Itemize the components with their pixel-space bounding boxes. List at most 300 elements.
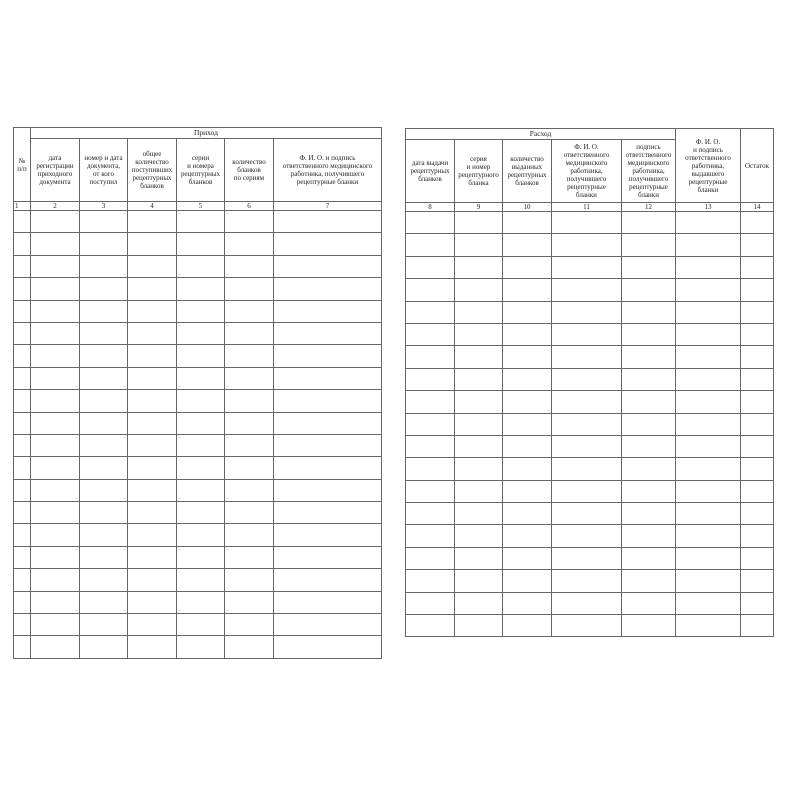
- col-number: 10: [503, 203, 552, 212]
- table-cell: [676, 323, 741, 345]
- table-cell: [14, 524, 31, 546]
- table-cell: [80, 367, 128, 389]
- table-cell: [177, 300, 225, 322]
- table-cell: [225, 390, 274, 412]
- table-cell: [128, 278, 177, 300]
- table-cell: [31, 502, 80, 524]
- col-number: 6: [225, 202, 274, 211]
- table-cell: [177, 255, 225, 277]
- table-cell: [622, 346, 676, 368]
- table-cell: [274, 255, 382, 277]
- table-cell: [455, 615, 503, 637]
- table-cell: [177, 278, 225, 300]
- col-header-8: дата выдачи рецептурных бланков: [406, 140, 455, 203]
- table-cell: [676, 592, 741, 614]
- table-cell: [741, 301, 774, 323]
- table-cell: [741, 368, 774, 390]
- table-cell: [128, 636, 177, 658]
- table-cell: [622, 615, 676, 637]
- table-cell: [14, 546, 31, 568]
- table-cell: [31, 614, 80, 636]
- table-cell: [128, 412, 177, 434]
- table-cell: [455, 435, 503, 457]
- table-cell: [274, 211, 382, 233]
- table-cell: [741, 503, 774, 525]
- col-number: 7: [274, 202, 382, 211]
- table-cell: [31, 255, 80, 277]
- table-cell: [177, 211, 225, 233]
- table-cell: [455, 458, 503, 480]
- col-header-2: дата регистрации приходного документа: [31, 139, 80, 202]
- table-row: [406, 234, 774, 256]
- table-cell: [552, 547, 622, 569]
- table-cell: [503, 458, 552, 480]
- table-row: [406, 279, 774, 301]
- col-number: 5: [177, 202, 225, 211]
- table-cell: [406, 615, 455, 637]
- table-cell: [225, 591, 274, 613]
- table-cell: [31, 479, 80, 501]
- section-title-outgoing: Расход: [406, 129, 676, 140]
- table-cell: [225, 502, 274, 524]
- table-cell: [31, 636, 80, 658]
- table-cell: [455, 279, 503, 301]
- table-cell: [31, 546, 80, 568]
- table-cell: [225, 211, 274, 233]
- table-cell: [455, 503, 503, 525]
- table-cell: [552, 256, 622, 278]
- table-cell: [31, 345, 80, 367]
- table-cell: [177, 614, 225, 636]
- table-cell: [741, 547, 774, 569]
- table-cell: [676, 547, 741, 569]
- table-cell: [455, 391, 503, 413]
- table-cell: [676, 391, 741, 413]
- table-cell: [14, 569, 31, 591]
- table-cell: [274, 367, 382, 389]
- table-cell: [622, 413, 676, 435]
- table-cell: [406, 547, 455, 569]
- table-cell: [128, 367, 177, 389]
- table-cell: [177, 524, 225, 546]
- table-cell: [14, 300, 31, 322]
- table-cell: [741, 435, 774, 457]
- table-cell: [128, 457, 177, 479]
- table-cell: [274, 569, 382, 591]
- table-cell: [503, 570, 552, 592]
- table-row: [406, 323, 774, 345]
- table-cell: [225, 300, 274, 322]
- table-cell: [274, 614, 382, 636]
- table-row: [14, 457, 382, 479]
- table-cell: [455, 301, 503, 323]
- table-cell: [274, 345, 382, 367]
- table-cell: [503, 256, 552, 278]
- table-row: [406, 547, 774, 569]
- table-cell: [177, 591, 225, 613]
- table-cell: [80, 479, 128, 501]
- table-cell: [622, 503, 676, 525]
- table-cell: [31, 524, 80, 546]
- table-cell: [552, 368, 622, 390]
- table-cell: [676, 503, 741, 525]
- table-cell: [503, 234, 552, 256]
- table-cell: [225, 255, 274, 277]
- table-cell: [80, 211, 128, 233]
- table-cell: [503, 391, 552, 413]
- table-cell: [552, 503, 622, 525]
- table-cell: [128, 502, 177, 524]
- col-number: 3: [80, 202, 128, 211]
- table-cell: [225, 569, 274, 591]
- table-cell: [622, 279, 676, 301]
- table-cell: [676, 435, 741, 457]
- col-header-13: Ф. И. О. и подпись ответственного работника, выдавшего рецептурные бланки: [676, 129, 741, 203]
- table-cell: [177, 569, 225, 591]
- table-row: [14, 614, 382, 636]
- table-cell: [406, 279, 455, 301]
- table-cell: [31, 233, 80, 255]
- table-cell: [406, 391, 455, 413]
- col-header-5: серии и номера рецептурных бланков: [177, 139, 225, 202]
- table-cell: [128, 233, 177, 255]
- table-cell: [80, 546, 128, 568]
- table-cell: [503, 592, 552, 614]
- table-cell: [177, 502, 225, 524]
- table-row: [14, 636, 382, 658]
- table-cell: [128, 546, 177, 568]
- col-header-10: количество выданных рецептурных бланков: [503, 140, 552, 203]
- table-cell: [80, 233, 128, 255]
- table-cell: [274, 300, 382, 322]
- table-cell: [622, 480, 676, 502]
- col-header-3: номер и дата документа, от кого поступил: [80, 139, 128, 202]
- table-cell: [177, 367, 225, 389]
- table-cell: [455, 234, 503, 256]
- table-row: [14, 211, 382, 233]
- table-cell: [14, 412, 31, 434]
- table-cell: [406, 301, 455, 323]
- col-header-11: Ф. И. О. ответственного медицинского работника, получившего рецептурные бланки: [552, 140, 622, 203]
- table-cell: [552, 301, 622, 323]
- table-cell: [225, 614, 274, 636]
- table-cell: [622, 458, 676, 480]
- table-cell: [503, 547, 552, 569]
- table-cell: [225, 434, 274, 456]
- col-header-12: подпись ответственного медицинского работника, получившего рецептурные бланки: [622, 140, 676, 203]
- table-cell: [406, 458, 455, 480]
- table-cell: [128, 211, 177, 233]
- table-cell: [274, 591, 382, 613]
- table-cell: [177, 233, 225, 255]
- table-cell: [177, 434, 225, 456]
- table-cell: [31, 367, 80, 389]
- table-cell: [128, 434, 177, 456]
- table-cell: [225, 457, 274, 479]
- table-cell: [225, 322, 274, 344]
- table-cell: [406, 480, 455, 502]
- table-row: [406, 592, 774, 614]
- table-cell: [741, 279, 774, 301]
- table-row: [406, 301, 774, 323]
- table-cell: [552, 279, 622, 301]
- table-cell: [128, 591, 177, 613]
- table-cell: [274, 322, 382, 344]
- table-cell: [14, 390, 31, 412]
- table-cell: [406, 212, 455, 234]
- table-cell: [80, 412, 128, 434]
- table-cell: [552, 234, 622, 256]
- table-cell: [455, 592, 503, 614]
- table-row: [14, 233, 382, 255]
- col-header-14: Остаток: [741, 129, 774, 203]
- table-cell: [225, 233, 274, 255]
- table-cell: [14, 278, 31, 300]
- table-cell: [741, 346, 774, 368]
- table-row: [406, 256, 774, 278]
- table-cell: [14, 322, 31, 344]
- table-cell: [31, 457, 80, 479]
- table-cell: [552, 570, 622, 592]
- table-cell: [622, 301, 676, 323]
- table-cell: [455, 212, 503, 234]
- table-cell: [31, 278, 80, 300]
- table-cell: [622, 435, 676, 457]
- table-cell: [406, 413, 455, 435]
- table-cell: [406, 346, 455, 368]
- table-cell: [406, 368, 455, 390]
- table-cell: [31, 412, 80, 434]
- table-cell: [177, 412, 225, 434]
- table-row: [406, 346, 774, 368]
- table-cell: [274, 546, 382, 568]
- table-cell: [741, 323, 774, 345]
- table-cell: [676, 256, 741, 278]
- table-cell: [455, 570, 503, 592]
- table-cell: [676, 525, 741, 547]
- table-row: [14, 390, 382, 412]
- table-cell: [14, 434, 31, 456]
- table-cell: [80, 614, 128, 636]
- table-cell: [80, 457, 128, 479]
- table-cell: [552, 458, 622, 480]
- table-row: [14, 479, 382, 501]
- table-cell: [622, 570, 676, 592]
- table-row: [14, 300, 382, 322]
- table-cell: [676, 346, 741, 368]
- table-cell: [676, 279, 741, 301]
- table-cell: [622, 525, 676, 547]
- table-cell: [455, 525, 503, 547]
- table-cell: [503, 413, 552, 435]
- table-cell: [455, 480, 503, 502]
- table-cell: [128, 322, 177, 344]
- table-row: [14, 434, 382, 456]
- table-cell: [177, 546, 225, 568]
- table-cell: [80, 345, 128, 367]
- table-cell: [128, 479, 177, 501]
- table-row: [14, 546, 382, 568]
- table-cell: [741, 615, 774, 637]
- table-cell: [274, 390, 382, 412]
- table-cell: [80, 502, 128, 524]
- table-cell: [503, 279, 552, 301]
- table-cell: [128, 524, 177, 546]
- table-cell: [503, 480, 552, 502]
- table-row: [14, 367, 382, 389]
- table-cell: [274, 412, 382, 434]
- table-cell: [177, 322, 225, 344]
- table-cell: [676, 413, 741, 435]
- table-cell: [406, 570, 455, 592]
- col-number: 12: [622, 203, 676, 212]
- table-cell: [406, 256, 455, 278]
- table-cell: [80, 390, 128, 412]
- table-row: [406, 435, 774, 457]
- table-cell: [128, 390, 177, 412]
- incoming-register-table: [13, 127, 382, 659]
- table-row: [406, 413, 774, 435]
- table-cell: [274, 457, 382, 479]
- table-cell: [177, 390, 225, 412]
- table-cell: [14, 345, 31, 367]
- table-cell: [225, 546, 274, 568]
- table-cell: [503, 301, 552, 323]
- col-number: 9: [455, 203, 503, 212]
- table-cell: [552, 212, 622, 234]
- table-cell: [225, 524, 274, 546]
- col-number: 14: [741, 203, 774, 212]
- table-cell: [741, 212, 774, 234]
- table-cell: [406, 592, 455, 614]
- table-cell: [14, 211, 31, 233]
- table-cell: [622, 256, 676, 278]
- table-cell: [14, 479, 31, 501]
- table-cell: [80, 278, 128, 300]
- table-cell: [741, 525, 774, 547]
- table-cell: [177, 479, 225, 501]
- table-row: [14, 524, 382, 546]
- table-cell: [31, 434, 80, 456]
- table-row: [14, 569, 382, 591]
- table-cell: [274, 434, 382, 456]
- col-number: 13: [676, 203, 741, 212]
- table-cell: [552, 480, 622, 502]
- table-cell: [552, 413, 622, 435]
- table-cell: [503, 368, 552, 390]
- col-header-9: серия и номер рецептурного бланка: [455, 140, 503, 203]
- table-cell: [741, 256, 774, 278]
- table-cell: [552, 615, 622, 637]
- table-cell: [676, 615, 741, 637]
- incoming-rows: [14, 211, 382, 659]
- table-cell: [14, 367, 31, 389]
- column-numbers-row: [14, 202, 382, 211]
- col-header-6: количество бланков по сериям: [225, 139, 274, 202]
- table-cell: [676, 368, 741, 390]
- table-cell: [274, 524, 382, 546]
- table-cell: [455, 346, 503, 368]
- table-cell: [225, 367, 274, 389]
- table-cell: [503, 615, 552, 637]
- col-header-4: общее количество поступивших рецептурных бланков: [128, 139, 177, 202]
- table-cell: [455, 413, 503, 435]
- table-cell: [14, 636, 31, 658]
- table-cell: [225, 278, 274, 300]
- table-cell: [676, 458, 741, 480]
- table-cell: [225, 345, 274, 367]
- table-cell: [406, 503, 455, 525]
- table-row: [14, 255, 382, 277]
- table-row: [406, 368, 774, 390]
- table-cell: [741, 413, 774, 435]
- table-cell: [274, 636, 382, 658]
- col-number: 1: [14, 202, 31, 211]
- col-number: 11: [552, 203, 622, 212]
- col-header-7: Ф. И. О. и подпись ответственного медицинского работника, получившего рецептурные бланки: [274, 139, 382, 202]
- table-row: [14, 412, 382, 434]
- table-cell: [31, 591, 80, 613]
- table-cell: [676, 480, 741, 502]
- table-cell: [622, 391, 676, 413]
- table-row: [14, 322, 382, 344]
- table-cell: [741, 458, 774, 480]
- table-cell: [225, 479, 274, 501]
- table-cell: [31, 322, 80, 344]
- table-row: [406, 570, 774, 592]
- table-cell: [741, 391, 774, 413]
- table-cell: [225, 412, 274, 434]
- table-cell: [80, 569, 128, 591]
- table-cell: [177, 457, 225, 479]
- col-header-1: № п/п: [14, 128, 31, 202]
- table-cell: [80, 322, 128, 344]
- table-cell: [274, 278, 382, 300]
- table-row: [14, 345, 382, 367]
- table-cell: [503, 346, 552, 368]
- col-number: 4: [128, 202, 177, 211]
- col-number: 8: [406, 203, 455, 212]
- table-cell: [128, 614, 177, 636]
- table-row: [406, 391, 774, 413]
- table-cell: [552, 346, 622, 368]
- table-cell: [455, 547, 503, 569]
- table-cell: [14, 591, 31, 613]
- table-cell: [455, 368, 503, 390]
- table-cell: [406, 435, 455, 457]
- table-cell: [741, 234, 774, 256]
- table-row: [406, 503, 774, 525]
- table-row: [14, 591, 382, 613]
- table-cell: [503, 435, 552, 457]
- table-cell: [503, 525, 552, 547]
- table-cell: [128, 569, 177, 591]
- table-cell: [406, 234, 455, 256]
- outgoing-rows: [406, 212, 774, 637]
- table-cell: [31, 211, 80, 233]
- table-cell: [676, 234, 741, 256]
- table-cell: [676, 570, 741, 592]
- table-cell: [622, 234, 676, 256]
- table-cell: [80, 300, 128, 322]
- table-cell: [80, 434, 128, 456]
- section-title-incoming: Приход: [31, 128, 382, 139]
- table-cell: [552, 323, 622, 345]
- table-cell: [552, 525, 622, 547]
- table-cell: [622, 323, 676, 345]
- table-row: [14, 278, 382, 300]
- table-cell: [406, 323, 455, 345]
